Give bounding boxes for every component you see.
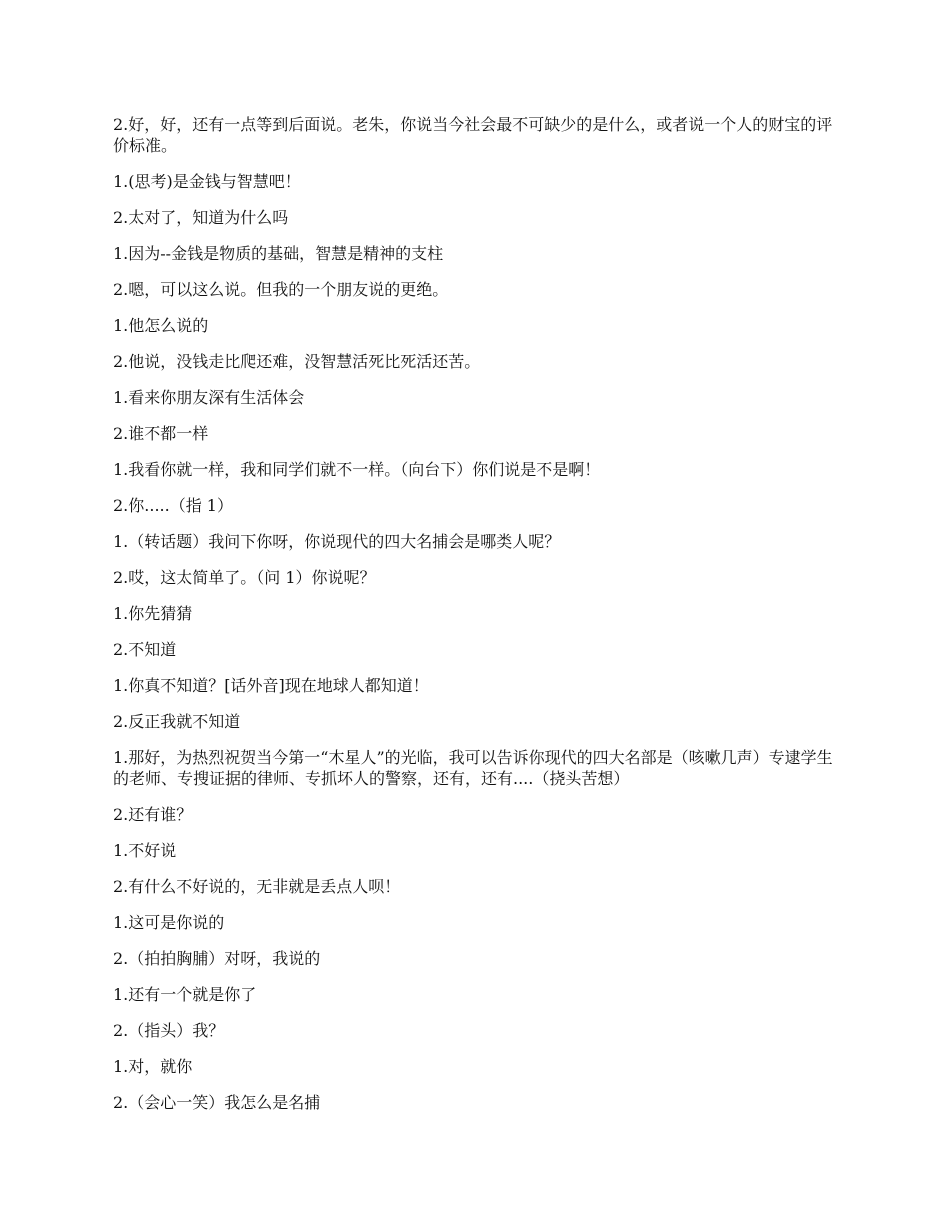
dialogue-line: 2.还有谁？ [113,805,193,824]
dialogue-line: 1.(思考)是金钱与智慧吧！ [113,172,301,191]
dialogue-line: 1.那好，为热烈祝贺当今第一“木星人”的光临，我可以告诉你现代的四大名部是（咳嗽几声）专逮学生的老师、专搜证据的律师、专抓坏人的警察，还有，还有....（挠头苦想） [113,748,833,788]
dialogue-line: 2.（拍拍胸脯）对呀，我说的 [113,949,321,968]
dialogue-line: 2.他说，没钱走比爬还难，没智慧活死比死活还苦。 [113,352,481,371]
dialogue-line: 2.嗯，可以这么说。但我的一个朋友说的更绝。 [113,280,449,299]
dialogue-line: 1.你先猜猜 [113,604,193,623]
dialogue-line: 2.有什么不好说的，无非就是丢点人呗！ [113,877,401,896]
dialogue-line: 1.这可是你说的 [113,913,225,932]
dialogue-line: 2.（会心一笑）我怎么是名捕 [113,1093,321,1112]
dialogue-line: 1.你真不知道？[话外音]现在地球人都知道！ [113,676,429,695]
dialogue-line: 1.对，就你 [113,1057,193,1076]
dialogue-line: 2.太对了，知道为什么吗 [113,208,289,227]
dialogue-line: 2.你.....（指 1） [113,496,233,515]
dialogue-line: 1.他怎么说的 [113,316,209,335]
dialogue-line: 1.不好说 [113,841,177,860]
dialogue-line: 1.还有一个就是你了 [113,985,257,1004]
dialogue-line: 2.反正我就不知道 [113,712,241,731]
dialogue-line: 2.不知道 [113,640,177,659]
dialogue-line: 2.谁不都一样 [113,424,209,443]
dialogue-text [113,114,837,1128]
dialogue-line: 2.（指头）我？ [113,1021,225,1040]
dialogue-line: 2.好，好，还有一点等到后面说。老朱，你说当今社会最不可缺少的是什么，或者说一个人的财宝的评价标准。 [113,115,833,155]
dialogue-line: 1.我看你就一样，我和同学们就不一样。（向台下）你们说是不是啊！ [113,460,601,479]
dialogue-line: 1.（转话题）我问下你呀，你说现代的四大名捕会是哪类人呢？ [113,532,561,551]
dialogue-line: 1.看来你朋友深有生活体会 [113,388,305,407]
dialogue-line: 1.因为--金钱是物质的基础，智慧是精神的支柱 [113,244,444,263]
dialogue-line: 2.哎，这太简单了。（问 1）你说呢？ [113,568,376,587]
